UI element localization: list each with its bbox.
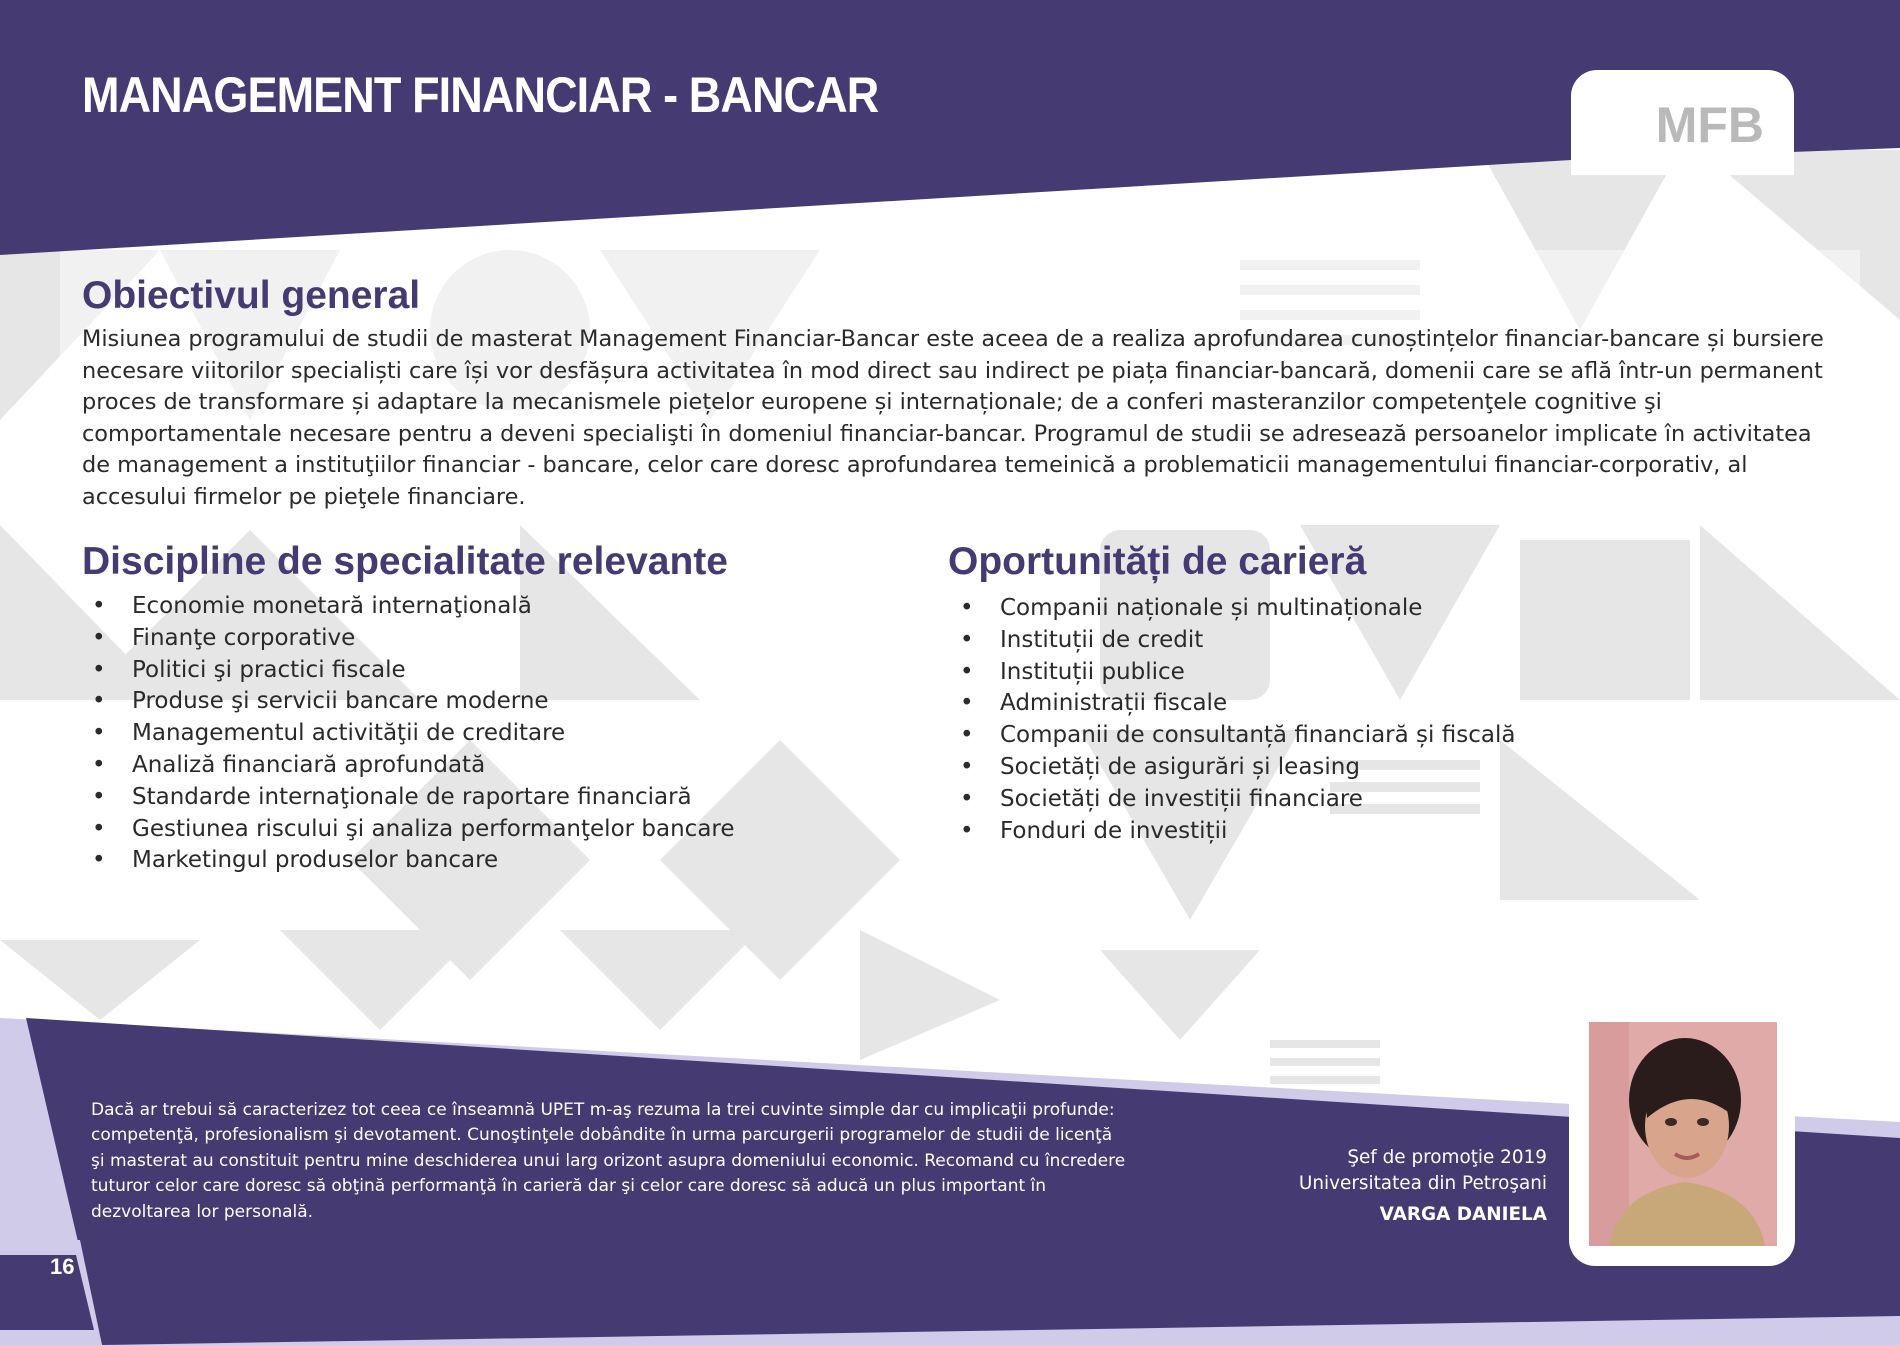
discipline-item: • Managementul activităţii de creditare — [82, 718, 735, 750]
photo-frame — [1569, 1010, 1795, 1266]
career-item: • Fonduri de investiții — [950, 816, 1515, 848]
discipline-item: • Produse şi servicii bancare moderne — [82, 686, 735, 718]
testimonial-text: Dacă ar trebui să caracterizez tot ceea ce înseamnă UPET m-aş rezuma la trei cuvinte simple dar cu implicaţii profunde: competenţă, profesionalism şi devotament. Cunoştinţele dobândite în urma parcurgerii programelor de studii de licenţă şi masterat au constituit pentru mine deschiderea unui larg orizont asupra domeniului economic. Recomand cu încredere tuturor celor care doresc să obţină performanţă în carieră dar şi celor care doresc să aducă un plus important în dezvoltarea lor personală. — [91, 1100, 1126, 1222]
disciplines-list — [82, 591, 735, 877]
careers-list — [950, 593, 1515, 847]
graduate-role: Şef de promoţie 2019 — [1347, 1147, 1547, 1168]
career-item: • Instituții de credit — [950, 625, 1515, 657]
discipline-item: • Gestiunea riscului şi analiza performanţelor bancare — [82, 814, 735, 846]
page-number: 16 — [50, 1254, 75, 1279]
careers-heading: Oportunități de carieră — [948, 540, 1367, 583]
career-item: • Instituții publice — [950, 657, 1515, 689]
career-item: • Societăți de asigurări și leasing — [950, 752, 1515, 784]
discipline-item: • Marketingul produselor bancare — [82, 845, 735, 877]
program-code-badge — [1571, 70, 1794, 175]
discipline-item: • Politici şi practici fiscale — [82, 655, 735, 687]
discipline-item: • Economie monetară internaţională — [82, 591, 735, 623]
discipline-item: • Analiză financiară aprofundată — [82, 750, 735, 782]
graduate-photo — [1589, 1022, 1777, 1246]
graduate-name: VARGA DANIELA — [1379, 1204, 1547, 1225]
career-item: • Companii naționale și multinaționale — [950, 593, 1515, 625]
discipline-item: • Finanţe corporative — [82, 623, 735, 655]
career-item: • Companii de consultanță financiară și fiscală — [950, 720, 1515, 752]
objective-heading: Obiectivul general — [82, 274, 421, 317]
career-item: • Societăți de investiții financiare — [950, 784, 1515, 816]
disciplines-heading: Discipline de specialitate relevante — [82, 540, 728, 583]
page-title: MANAGEMENT FINANCIAR - BANCAR — [82, 67, 879, 123]
career-item: • Administrații fiscale — [950, 688, 1515, 720]
graduate-university: Universitatea din Petroşani — [1298, 1173, 1547, 1194]
discipline-item: • Standarde internaţionale de raportare financiară — [82, 782, 735, 814]
program-code: MFB — [1655, 97, 1764, 153]
graduate-info — [1299, 1145, 1547, 1228]
objective-text: Misiunea programului de studii de masterat Management Financiar-Bancar este aceea de a realiza aprofundarea cunoștințelor financiar-bancare și bursiere necesare viitorilor specialiști care își vor desfășura activitatea în mod direct sau indirect pe piața financiar-bancară, domenii care se află într-un permanent proces de transformare și adaptare la mecanismele piețelor europene și internaționale; de a conferi masteranzilor competenţele cognitive şi comportamentale necesare pentru a deveni specialişti în domeniul financiar-bancar. Programul de studii se adresează persoanelor implicate în activitatea de management a instituţiilor financiar - bancare, celor care doresc aprofundarea temeinică a problematicii managementului financiar-corporativ, al accesului firmelor pe pieţele financiare. — [82, 326, 1824, 510]
